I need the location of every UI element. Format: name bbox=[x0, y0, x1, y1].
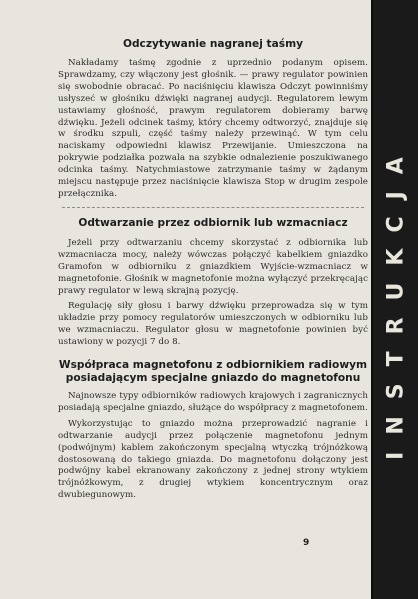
paragraph: Jeżeli przy odtwarzaniu chcemy skorzystać z odbiornika lub wzmacniacza mocy, należy wówczas połączyć kabelkiem gniazdko Gramofon w odbiorniku z gniazdkiem Wyjście-wzmacniacz w magnetofonie. Głośnik w magnetofonie można wyłączyć przekręcając prawy regulator w lewą skrajną pozycję. bbox=[58, 237, 368, 296]
paragraph: Wykorzystując to gniazdo można przeprowadzić nagranie i odtwarzanie audycji przez połączenie magnetofonu jednym (podwójnym) kablem zakończonym specjalną wtyczką trójnóżkową dostosowaną do takiego gniazda. Do magnetofonu dołączony jest podwójny kabel ekranowany zakończony z jednej strony wtykiem trójnóżkowym, z drugiej wtykiem koncentrycznym oraz dwubiegunowym. bbox=[58, 418, 368, 501]
paragraph: Regulację siły głosu i barwy dźwięku przeprowadza się w tym układzie przy pomocy regulatorów umieszczonych w odbiorniku lub we wzmacniaczu. Regulator głosu w magnetofonie powinien być ustawiony w pozycji 7 do 8. bbox=[58, 301, 368, 348]
page-content bbox=[58, 34, 368, 502]
paragraph: Nakładamy taśmę zgodnie z uprzednio podanym opisem. Sprawdzamy, czy włączony jest głośnik. — prawy regulator powinien się swobodnie obracać. Po naciśnięciu klawisza Odczyt powinniśmy usłyszeć w głośniku dźwięki nagranej audycji. Regulatorem lewym ustawiamy głośność, prawym regulatorem dobieramy barwę dźwięku. Jeżeli odcinek taśmy, który chcemy odtworzyć, znajduje się w środku szpuli, część taśmy należy przewinąć. W tym celu naciskamy odpowiedni klawisz Przewijanie. Umieszczona na pokrywie podziałka pozwala na szybkie odnalezienie poszukiwanego odcinka taśmy. Natychmiastowe zatrzymanie taśmy w żądanym miejscu następuje przez naciśnięcie klawisza Stop w drugim zespole przełącznika. bbox=[58, 58, 368, 199]
heading-odtwarzanie: Odtwarzanie przez odbiornik lub wzmacniacz bbox=[78, 216, 348, 229]
heading-wspolpraca: Współpraca magnetofonu z odbiornikiem radiowym posiadającym specjalne gniazdo do magnetofonu bbox=[58, 359, 368, 385]
heading-odczytywanie: Odczytywanie nagranej taśmy bbox=[122, 38, 304, 50]
paragraph: Najnowsze typy odbiorników radiowych krajowych i zagranicznych posiadają specjalne gniazdo, służące do współpracy z magnetofonem. bbox=[58, 391, 368, 413]
instrukcja-sidebar bbox=[371, 0, 418, 599]
section-divider bbox=[62, 207, 364, 208]
sidebar-label: INSTRUKCJA bbox=[383, 139, 408, 460]
page-number: 9 bbox=[303, 538, 310, 548]
